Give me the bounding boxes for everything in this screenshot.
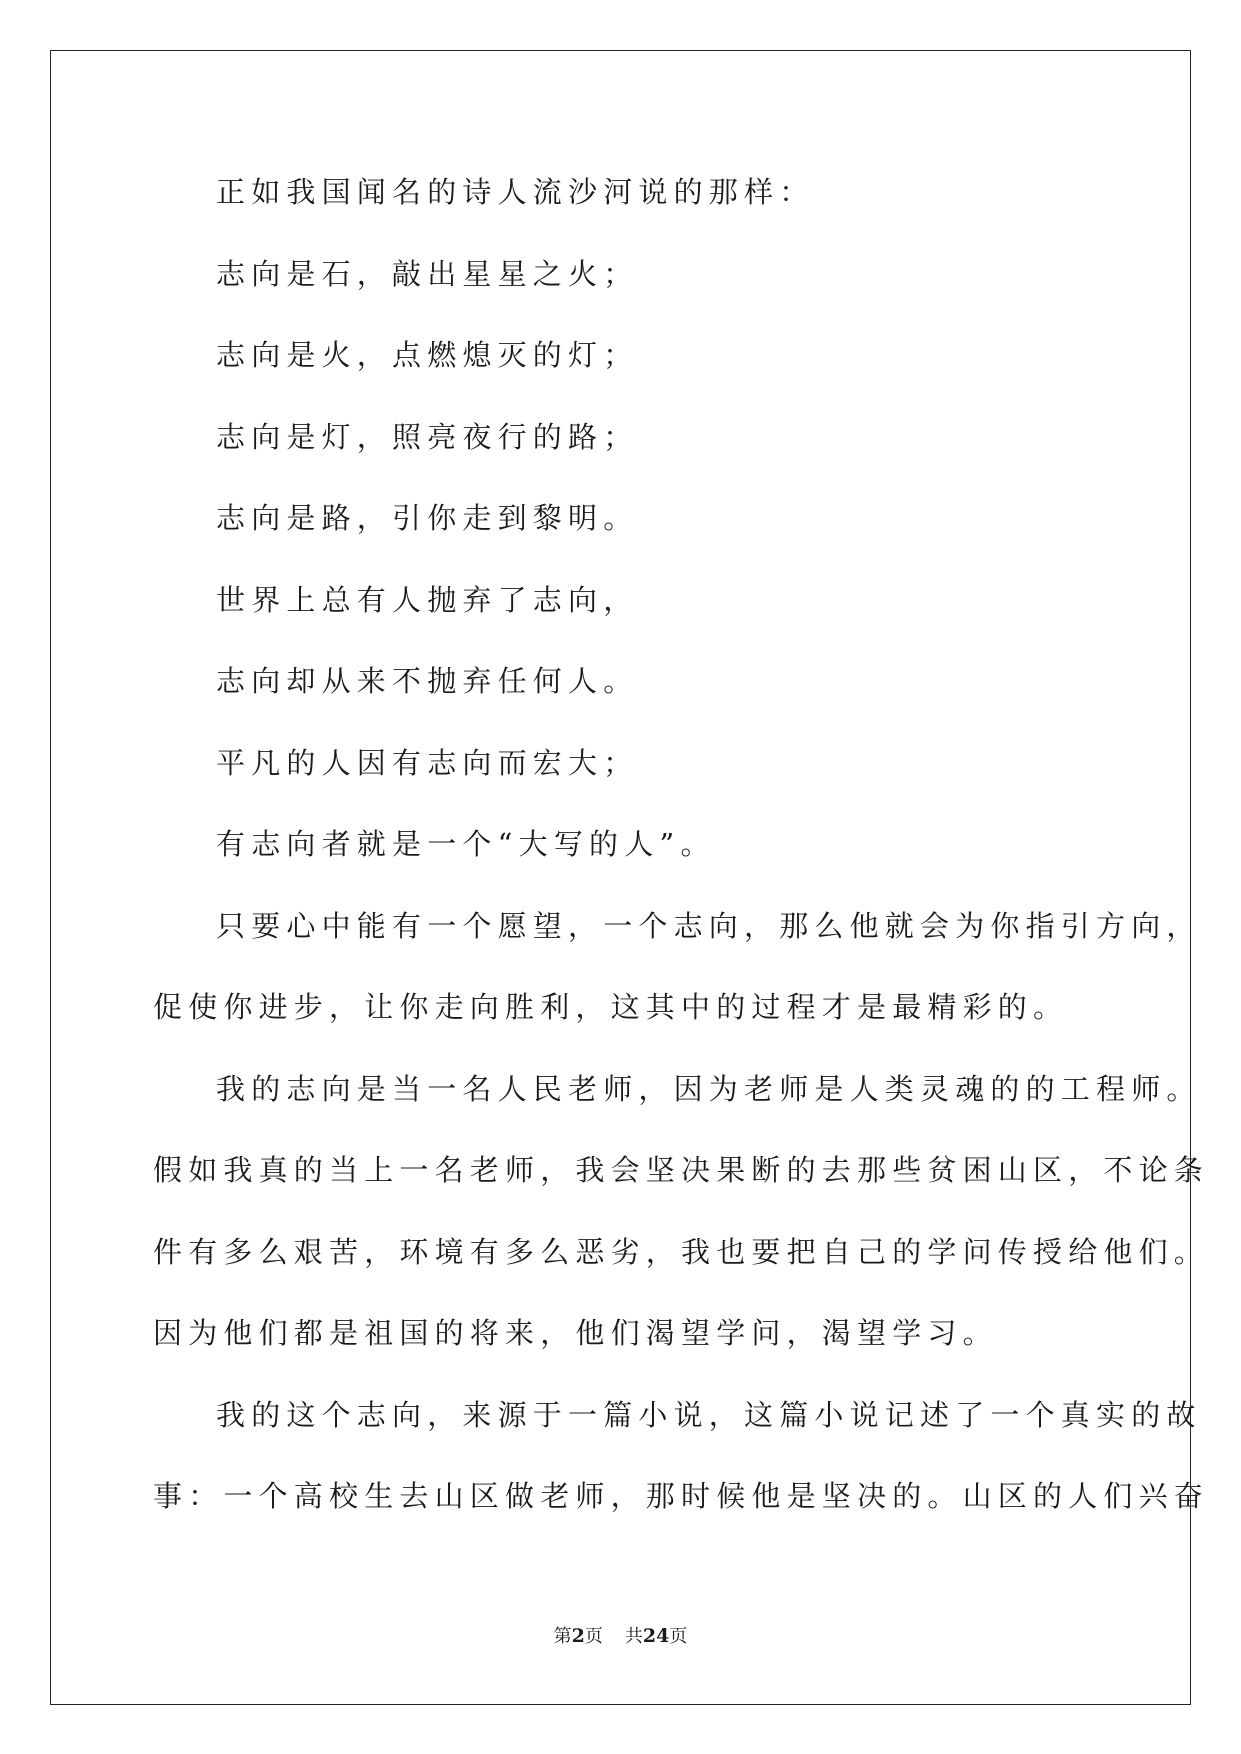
- document-body: [153, 172, 1210, 1558]
- text-line: 志向是路，引你走到黎明。: [216, 501, 639, 535]
- page-suffix: 页: [584, 1626, 603, 1647]
- text-line: 志向是火，点燃熄灭的灯；: [216, 338, 639, 372]
- text-line: 件有多么艰苦，环境有多么恶劣，我也要把自己的学问传授给他们。: [153, 1234, 1210, 1269]
- text-line: 志向是灯，照亮夜行的路；: [216, 419, 639, 454]
- text-line: 事：一个高校生去山区做老师，那时候他是坚决的。山区的人们兴奋: [153, 1479, 1210, 1513]
- text-line: 平凡的人因有志向而宏大；: [216, 745, 639, 780]
- text-line: 正如我国闻名的诗人流沙河说的那样：: [216, 175, 815, 209]
- text-line: 我的志向是当一名人民老师，因为老师是人类灵魂的的工程师。: [216, 1071, 1202, 1106]
- text-line: 促使你进步，让你走向胜利，这其中的过程才是最精彩的。: [153, 990, 1069, 1024]
- text-line: 志向是石，敲出星星之火；: [216, 256, 639, 291]
- text-line: 有志向者就是一个“大写的人”。: [216, 827, 716, 861]
- text-line: 只要心中能有一个愿望，一个志向，那么他就会为你指引方向，: [216, 908, 1202, 943]
- text-line: 世界上总有人抛弃了志向，: [216, 582, 639, 617]
- text-line: 我的这个志向，来源于一篇小说，这篇小说记述了一个真实的故: [216, 1397, 1202, 1432]
- page-footer: [0, 1622, 1241, 1648]
- page-number: 2: [571, 1625, 585, 1647]
- text-line: 志向却从来不抛弃任何人。: [216, 664, 639, 698]
- total-pages: 24: [642, 1625, 670, 1647]
- total-suffix: 页: [669, 1626, 688, 1647]
- total-prefix: 共: [624, 1626, 643, 1647]
- text-line: 因为他们都是祖国的将来，他们渴望学问，渴望学习。: [153, 1316, 998, 1350]
- page-prefix: 第: [553, 1626, 572, 1647]
- text-line: 假如我真的当上一名老师，我会坚决果断的去那些贫困山区，不论条: [153, 1153, 1210, 1187]
